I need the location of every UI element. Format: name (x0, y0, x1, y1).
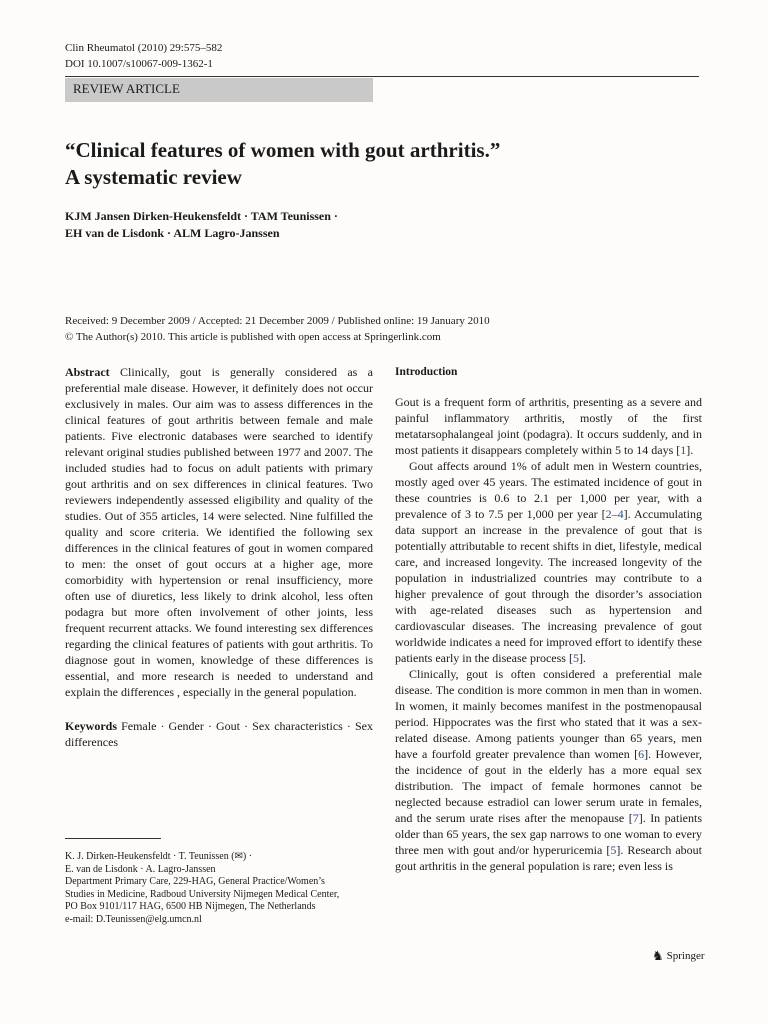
authors-line-2: EH van de Lisdonk · ALM Lagro-Janssen (65, 226, 280, 240)
intro-p3-text-b: ]. However, the incidence of gout in the elderly has a more equal sex distribution. The impact of female hormones cannot be neglected because estradiol can lower serum urate in females, and the serum urate rises after the menopause [ (395, 747, 702, 825)
copyright-line: © The Author(s) 2010. This article is published with open access at Springerlink.com (65, 331, 441, 343)
journal-citation: Clin Rheumatol (2010) 29:575–582 (65, 42, 223, 54)
intro-p3-text-a: Clinically, gout is often considered a preferential male disease. The condition is more common in men than in women. In women, it mainly becomes manifest in the postmenopausal period. Hippocrates was the first who stated that it was a sex-related disease. Among patients younger than 65 years, men have a fourfold greater prevalence than women [ (395, 667, 702, 761)
section-tag: REVIEW ARTICLE (65, 78, 373, 102)
footnote-email[interactable]: e-mail: D.Teunissen@elg.umcn.nl (65, 913, 202, 925)
footnote-line-2: E. van de Lisdonk · A. Lagro-Janssen (65, 863, 216, 875)
dates-line: Received: 9 December 2009 / Accepted: 21 December 2009 / Published online: 19 January 2010 (65, 315, 490, 327)
keywords-label: Keywords (65, 719, 117, 733)
doi[interactable]: DOI 10.1007/s10067-009-1362-1 (65, 58, 213, 70)
intro-p3-text-d: ]. Research about gout arthritis in the general population is rare; even less is (395, 843, 702, 873)
author-list (65, 208, 665, 242)
intro-paragraph-1 (395, 394, 702, 458)
intro-paragraph-3 (395, 666, 702, 874)
citation-link[interactable]: 6 (638, 747, 645, 761)
article-title (65, 137, 685, 191)
keywords (65, 718, 373, 750)
citation-link[interactable]: 1 (680, 443, 687, 457)
citation-link[interactable]: 2–4 (605, 507, 624, 521)
publication-dates (65, 313, 705, 345)
title-line-1: “Clinical features of women with gout arthritis.” (65, 138, 501, 162)
journal-info (65, 40, 222, 72)
title-line-2: A systematic review (65, 165, 242, 189)
intro-p2-text-c: ]. (578, 651, 586, 665)
publisher-name: Springer (666, 950, 705, 962)
footnote-line-3: Department Primary Care, 229-HAG, General Practice/Women’s (65, 876, 325, 887)
left-column (65, 364, 373, 750)
keywords-text: Female · Gender · Gout · Sex characteristics · Sex differences (65, 719, 373, 749)
footnote-line-5: PO Box 9101/117 HAG, 6500 HB Nijmegen, The Netherlands (65, 901, 316, 912)
abstract (65, 364, 373, 700)
introduction-heading: Introduction (395, 366, 458, 378)
author-affiliation (65, 851, 385, 926)
footnote-rule (65, 838, 161, 839)
authors-line-1: KJM Jansen Dirken-Heukensfeldt · TAM Teunissen · (65, 209, 338, 223)
citation-link[interactable]: 7 (632, 811, 639, 825)
footnote-line-1: K. J. Dirken-Heukensfeldt · T. Teunissen (✉) · (65, 851, 253, 862)
intro-p2-text-b: ]. Accumulating data support an increase in the prevalence of gout that is potentially attributable to recent shifts in diet, lifestyle, medical care, and increased longevity. The increased longevity of the population in industrialized countries may contribute to a higher prevalence of gout through the disorder’s association with age-related diseases such as hypertension and cardiovascular diseases. The increasing prevalence of gout worldwide indicates a need for improved effort to identify these patients early in the disease process [ (395, 507, 702, 665)
intro-p2-text-a: Gout affects around 1% of adult men in Western countries, mostly aged over 45 years. The estimated incidence of gout in these countries is 0.6 to 2.1 per 1,000 per year, with a prevalence of 3 to 7.5 per 1,000 per year [ (395, 459, 702, 521)
citation-link[interactable]: 5 (610, 843, 617, 857)
intro-paragraph-2 (395, 458, 702, 666)
right-column (395, 364, 702, 874)
abstract-label: Abstract (65, 365, 110, 379)
publisher-logo (652, 948, 705, 964)
citation-link[interactable]: 5 (572, 651, 579, 665)
intro-p1-text-a: Gout is a frequent form of arthritis, presenting as a severe and painful inflammatory arthritis, mostly of the first metatarsophalangeal joint (podagra). It occurs suddenly, and in most patients it disappears completely within 5 to 14 days [ (395, 395, 702, 457)
footnote-line-4: Studies in Medicine, Radboud University Nijmegen Medical Center, (65, 888, 340, 900)
intro-p3-text-c: ]. In patients older than 65 years, the sex gap narrows to one woman to every three men with gout and/or hyperuricemia [ (395, 811, 702, 857)
springer-horse-icon: ♞ (652, 948, 664, 963)
header-rule (65, 76, 699, 77)
abstract-text: Clinically, gout is generally considered as a preferential male disease. However, it definitely does not occur exclusively in males. Our aim was to assess differences in the clinical features of gout arthritis between female and male patients. Five electronic databases were searched to identify relevant original studies published between 1977 and 2007. The included studies had to focus on adult patients with primary gout arthritis and on sex differences in clinical features. Two reviewers independently assessed eligibility and quality of the studies. Out of 355 articles, 14 were selected. Nine fulfilled the quality and score criteria. We identified the following sex differences in the clinical features of gout in women compared to men: the onset of gout occurs at a higher age, more comorbidity with hypertension or renal insufficiency, more often use of diuretics, less likely to drink alcohol, less often podagra but more often involvement of other joints, less frequent recurrent attacks. We found interesting sex differences regarding the clinical features of patients with gout arthritis. To diagnose gout in women, knowledge of these differences is essential, and more research is needed to understand and explain the differences , especially in the general population. (65, 365, 373, 699)
intro-p1-text-b: ]. (686, 443, 694, 457)
